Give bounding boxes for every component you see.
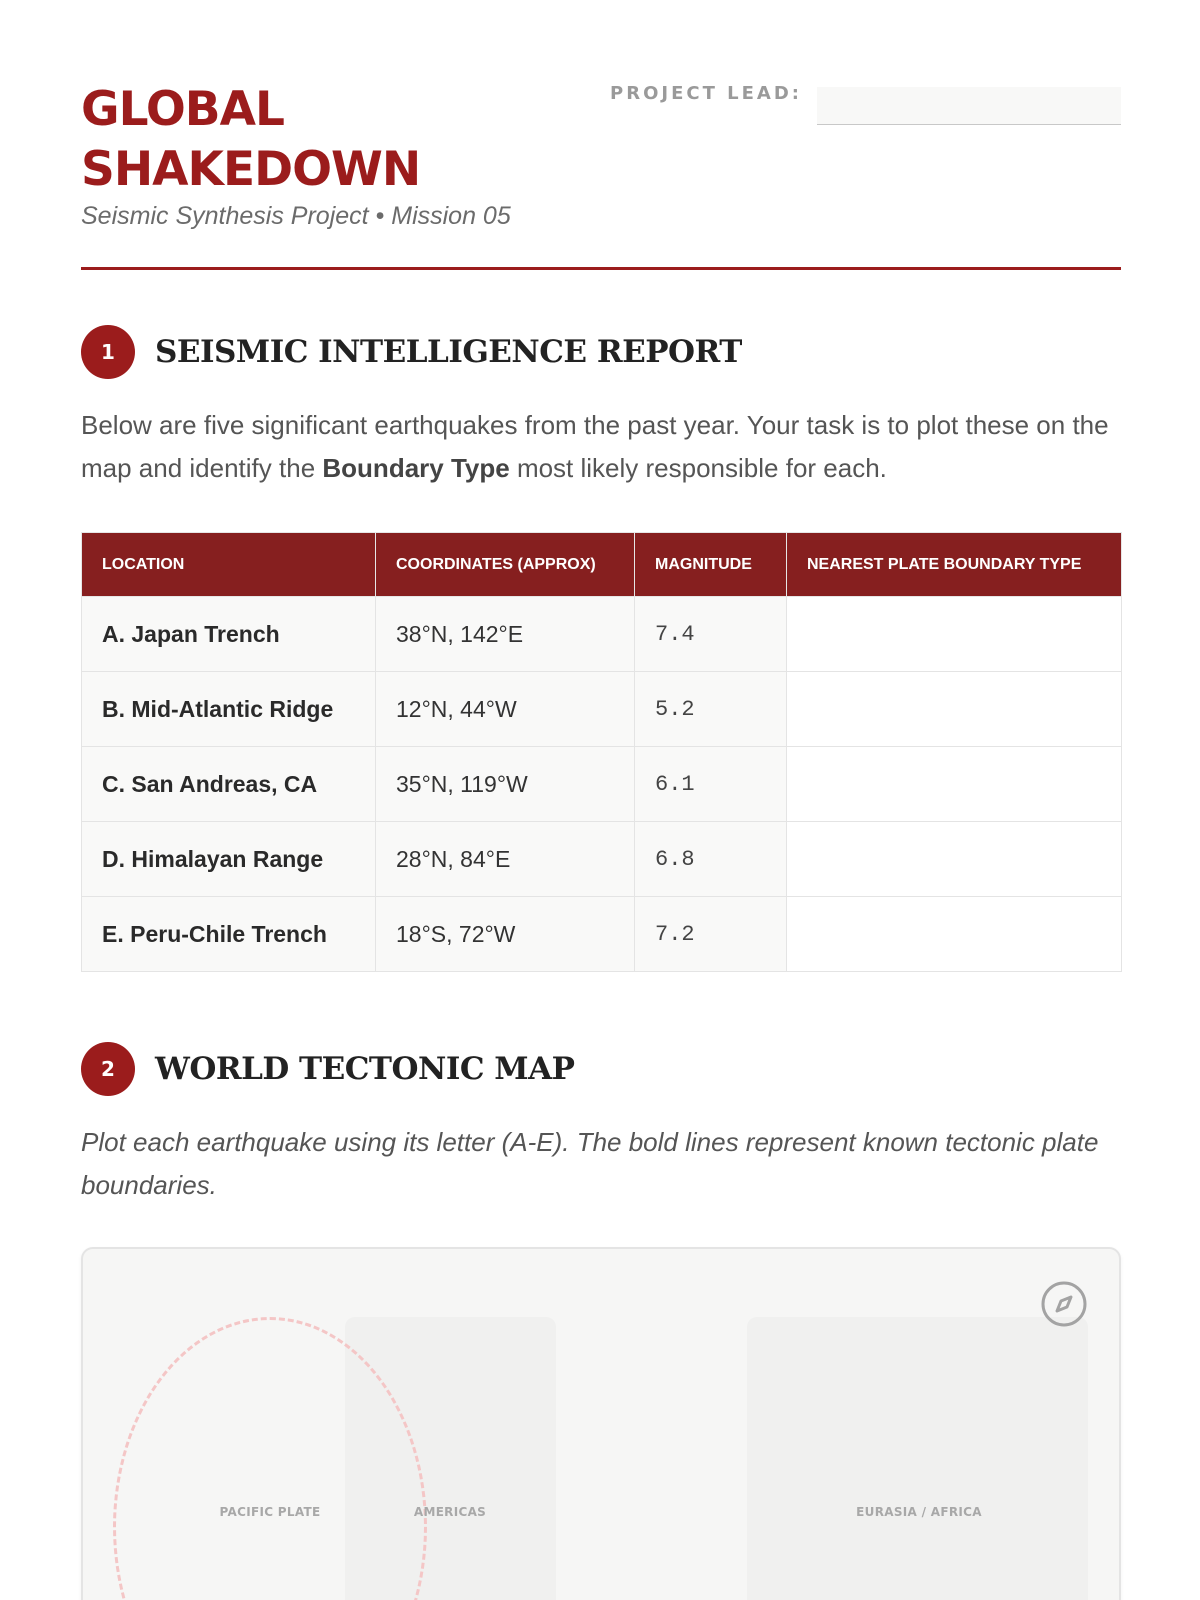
boundary-type-input[interactable] [787, 898, 1121, 971]
section-1-header [81, 325, 742, 379]
eurasia-africa-label: EURASIA / AFRICA [856, 1505, 982, 1519]
magnitude-cell: 7.4 [635, 597, 787, 672]
magnitude-cell: 7.2 [635, 897, 787, 972]
section-2-number-badge: 2 [81, 1042, 135, 1096]
eurasia-africa-region [747, 1317, 1088, 1600]
coordinates-cell: 35°N, 119°W [376, 747, 635, 822]
location-cell: B. Mid-Atlantic Ridge [82, 672, 376, 747]
table-row [82, 822, 1122, 897]
coordinates-cell: 38°N, 142°E [376, 597, 635, 672]
pacific-plate-label: PACIFIC PLATE [219, 1505, 321, 1519]
page-title: GLOBAL SHAKEDOWN [81, 82, 421, 197]
section-1-number-badge: 1 [81, 325, 135, 379]
earthquake-report-table [81, 532, 1122, 972]
table-row [82, 897, 1122, 972]
americas-label: AMERICAS [413, 1505, 487, 1519]
boundary-type-cell [787, 897, 1122, 972]
instructions-text-start: Below are five significant earthquakes from the past year. Your task is to plot these on the map and identify the [81, 410, 1109, 483]
magnitude-cell: 6.8 [635, 822, 787, 897]
boundary-type-cell [787, 672, 1122, 747]
boundary-type-cell [787, 822, 1122, 897]
table-row [82, 597, 1122, 672]
magnitude-cell: 6.1 [635, 747, 787, 822]
location-cell: C. San Andreas, CA [82, 747, 376, 822]
table-row [82, 747, 1122, 822]
section-2-instructions: Plot each earthquake using its letter (A-E). The bold lines represent known tectonic plate boundaries. [81, 1127, 1099, 1200]
project-lead-label: PROJECT LEAD: [610, 83, 802, 104]
boundary-type-cell [787, 597, 1122, 672]
header-divider [81, 267, 1121, 270]
world-tectonic-map[interactable] [81, 1247, 1121, 1600]
coordinates-cell: 12°N, 44°W [376, 672, 635, 747]
column-header-magnitude: MAGNITUDE [635, 533, 787, 597]
column-header-location: LOCATION [82, 533, 376, 597]
table-header-row [82, 533, 1122, 597]
location-cell: D. Himalayan Range [82, 822, 376, 897]
coordinates-cell: 28°N, 84°E [376, 822, 635, 897]
page-subtitle: Seismic Synthesis Project • Mission 05 [81, 202, 511, 230]
project-lead-field[interactable] [817, 87, 1121, 125]
column-header-boundary-type: NEAREST PLATE BOUNDARY TYPE [787, 533, 1122, 597]
section-2-header [81, 1042, 574, 1096]
section-1-title: SEISMIC INTELLIGENCE REPORT [155, 334, 742, 370]
location-cell: A. Japan Trench [82, 597, 376, 672]
location-cell: E. Peru-Chile Trench [82, 897, 376, 972]
boundary-type-input[interactable] [787, 673, 1121, 746]
boundary-type-cell [787, 747, 1122, 822]
boundary-type-input[interactable] [787, 748, 1121, 821]
compass-icon [1040, 1280, 1088, 1328]
section-1-instructions [81, 404, 1121, 490]
coordinates-cell: 18°S, 72°W [376, 897, 635, 972]
instructions-text-end: most likely responsible for each. [509, 453, 887, 483]
magnitude-cell: 5.2 [635, 672, 787, 747]
boundary-type-input[interactable] [787, 823, 1121, 896]
column-header-coordinates: COORDINATES (APPROX) [376, 533, 635, 597]
worksheet-page [81, 0, 1121, 1600]
boundary-type-input[interactable] [787, 598, 1121, 671]
section-2-title: WORLD TECTONIC MAP [155, 1051, 575, 1087]
instructions-bold-term: Boundary Type [322, 453, 510, 483]
table-row [82, 672, 1122, 747]
